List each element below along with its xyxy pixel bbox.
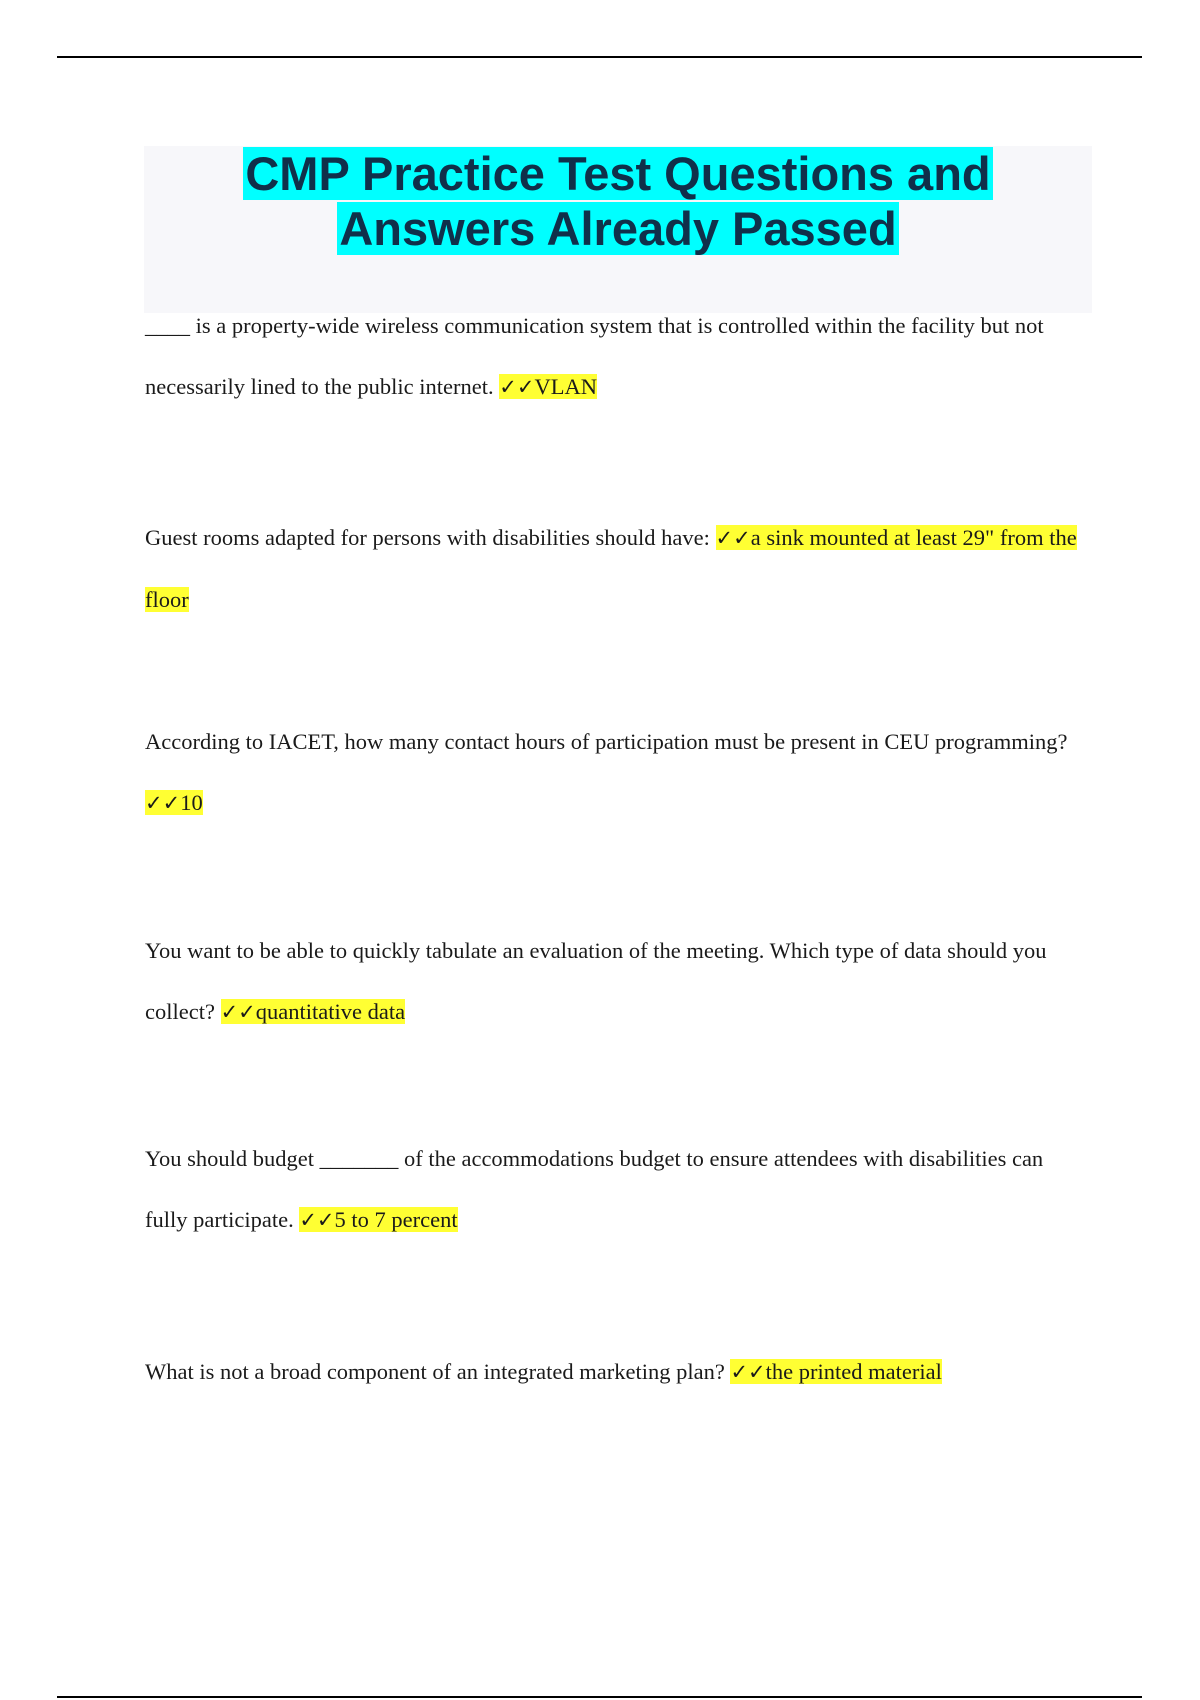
question-text: Guest rooms adapted for persons with disabilities should have: — [145, 525, 710, 550]
question-6 — [145, 1341, 1085, 1403]
question-2 — [145, 507, 1085, 630]
double-check-icon: ✓✓ — [145, 791, 181, 815]
title-line-1: CMP Practice Test Questions and — [245, 147, 991, 200]
answer-text: 10 — [180, 790, 203, 815]
title-banner — [144, 146, 1092, 313]
document-title — [144, 146, 1092, 256]
bottom-rule — [57, 1696, 1142, 1698]
answer-highlight — [499, 374, 597, 399]
answer-text: a sink mounted at least 29" from the floor — [145, 525, 1077, 612]
top-rule — [57, 56, 1142, 58]
question-text: According to IACET, how many contact hours of participation must be present in CEU programming? — [145, 729, 1068, 754]
answer-highlight — [299, 1207, 457, 1232]
double-check-icon: ✓✓ — [715, 526, 751, 550]
answer-text: quantitative data — [255, 999, 406, 1024]
answer-highlight — [221, 999, 406, 1024]
double-check-icon: ✓✓ — [499, 375, 535, 399]
answer-highlight — [145, 790, 203, 815]
question-text: You want to be able to quickly tabulate an evaluation of the meeting. Which type of data should you collect? — [145, 938, 1047, 1024]
question-text: You should budget _______ of the accommodations budget to ensure attendees with disabilities can fully participate. — [145, 1146, 1044, 1232]
question-4 — [145, 920, 1085, 1043]
question-5 — [145, 1128, 1085, 1251]
question-3 — [145, 711, 1085, 834]
answer-text: the printed material — [765, 1359, 942, 1384]
question-1 — [145, 295, 1085, 418]
answer-highlight — [730, 1359, 941, 1384]
title-line-2: Answers Already Passed — [339, 202, 897, 255]
double-check-icon: ✓✓ — [220, 1000, 256, 1024]
question-text: What is not a broad component of an integrated marketing plan? — [145, 1359, 725, 1384]
double-check-icon: ✓✓ — [299, 1208, 335, 1232]
double-check-icon: ✓✓ — [730, 1360, 766, 1384]
question-text: ____ is a property-wide wireless communication system that is controlled within the facility but not necessarily lined to the public internet. — [145, 313, 1044, 399]
answer-text: 5 to 7 percent — [334, 1207, 458, 1232]
answer-text: VLAN — [534, 374, 597, 399]
